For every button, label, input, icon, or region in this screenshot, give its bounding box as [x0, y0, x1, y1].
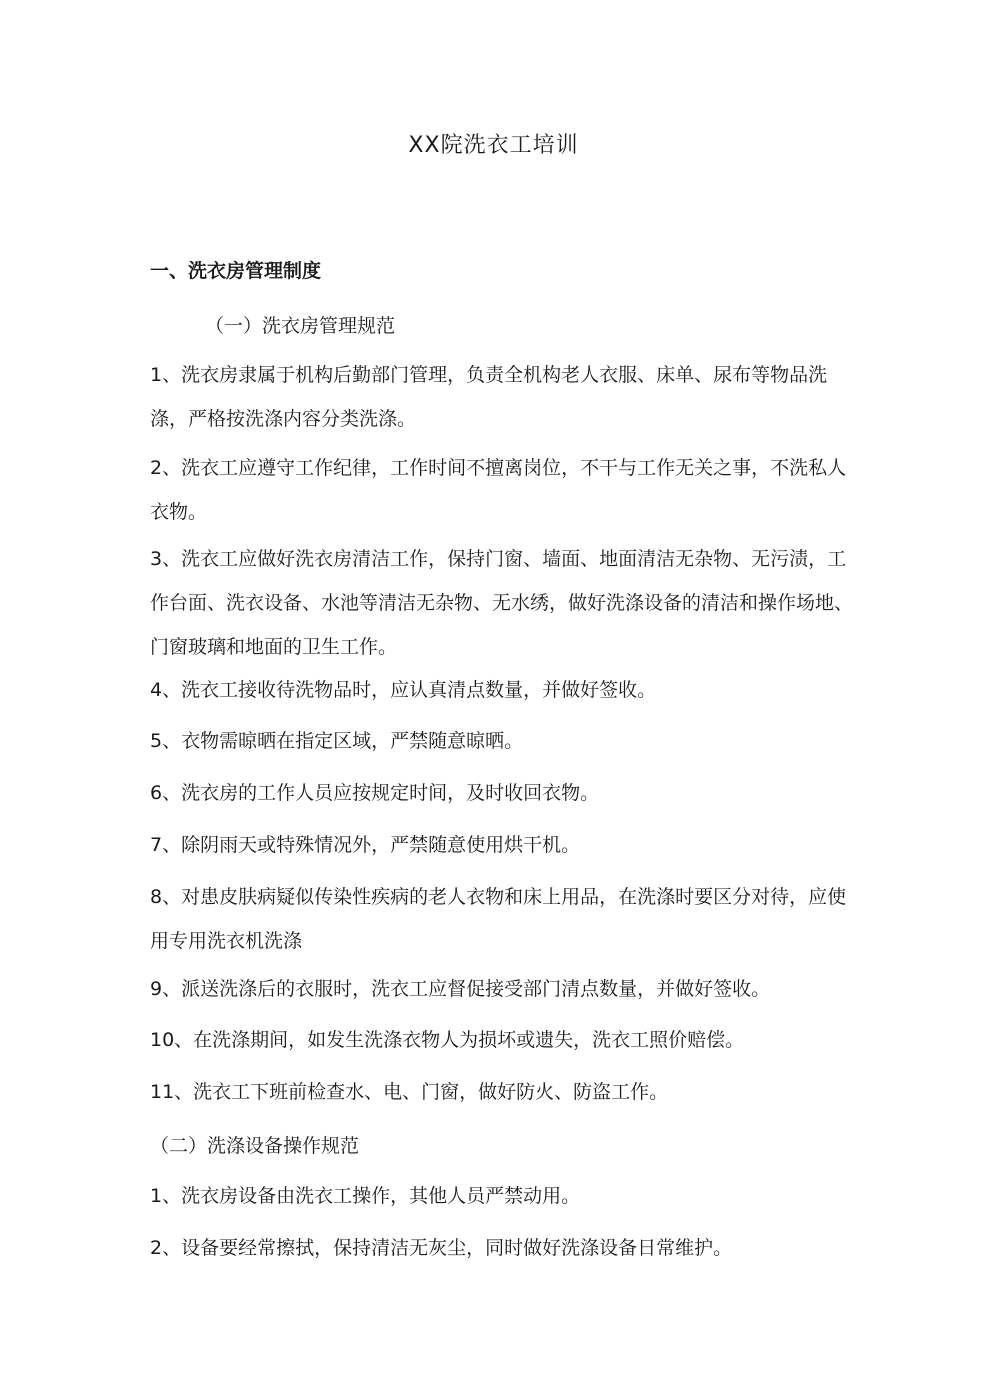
rule-item-6: 6、洗衣房的工作人员应按规定时间，及时收回衣物。: [150, 782, 600, 804]
rule-item-1: 1、洗衣房隶属于机构后勤部门管理，负责全机构老人衣服、床单、尿布等物品洗涤，严格按洗涤内容分类洗涤。: [150, 364, 828, 430]
document-title: XX院洗衣工培训: [408, 133, 579, 158]
rule-item-8: 8、对患皮肤病疑似传染性疾病的老人衣物和床上用品，在洗涤时要区分对待，应使用专用洗衣机洗涤: [150, 886, 847, 952]
rule-item-9: 9、派送洗涤后的衣服时，洗衣工应督促接受部门清点数量，并做好签收。: [150, 978, 771, 1000]
rule-item-2: 2、洗衣工应遵守工作纪律，工作时间不擅离岗位，不干与工作无关之事，不洗私人衣物。: [150, 457, 847, 523]
rule-item-7: 7、除阴雨天或特殊情况外，严禁随意使用烘干机。: [150, 834, 581, 856]
subsection-heading-laundry-norms: （一）洗衣房管理规范: [205, 315, 396, 337]
section-heading-management-rules: 一、洗衣房管理制度: [150, 260, 322, 282]
subsection-heading-equipment-norms: （二）洗涤设备操作规范: [150, 1135, 360, 1157]
rule-item-4: 4、洗衣工接收待洗物品时，应认真清点数量，并做好签收。: [150, 679, 657, 701]
rule-item-11: 11、洗衣工下班前检查水、电、门窗，做好防火、防盗工作。: [150, 1081, 669, 1103]
rule-item-10: 10、在洗涤期间，如发生洗涤衣物人为损坏或遗失，洗衣工照价赔偿。: [150, 1029, 745, 1051]
equipment-item-1: 1、洗衣房设备由洗衣工操作，其他人员严禁动用。: [150, 1185, 581, 1207]
rule-item-5: 5、衣物需晾晒在指定区域，严禁随意晾晒。: [150, 730, 524, 752]
equipment-item-2: 2、设备要经常擦拭，保持清洁无灰尘，同时做好洗涤设备日常维护。: [150, 1237, 733, 1259]
rule-item-3: 3、洗衣工应做好洗衣房清洁工作，保持门窗、墙面、地面清洁无杂物、无污渍，工作台面、洗衣设备、水池等清洁无杂物、无水绣，做好洗涤设备的清洁和操作场地、门窗玻璃和地面的卫生工作。: [150, 548, 854, 658]
